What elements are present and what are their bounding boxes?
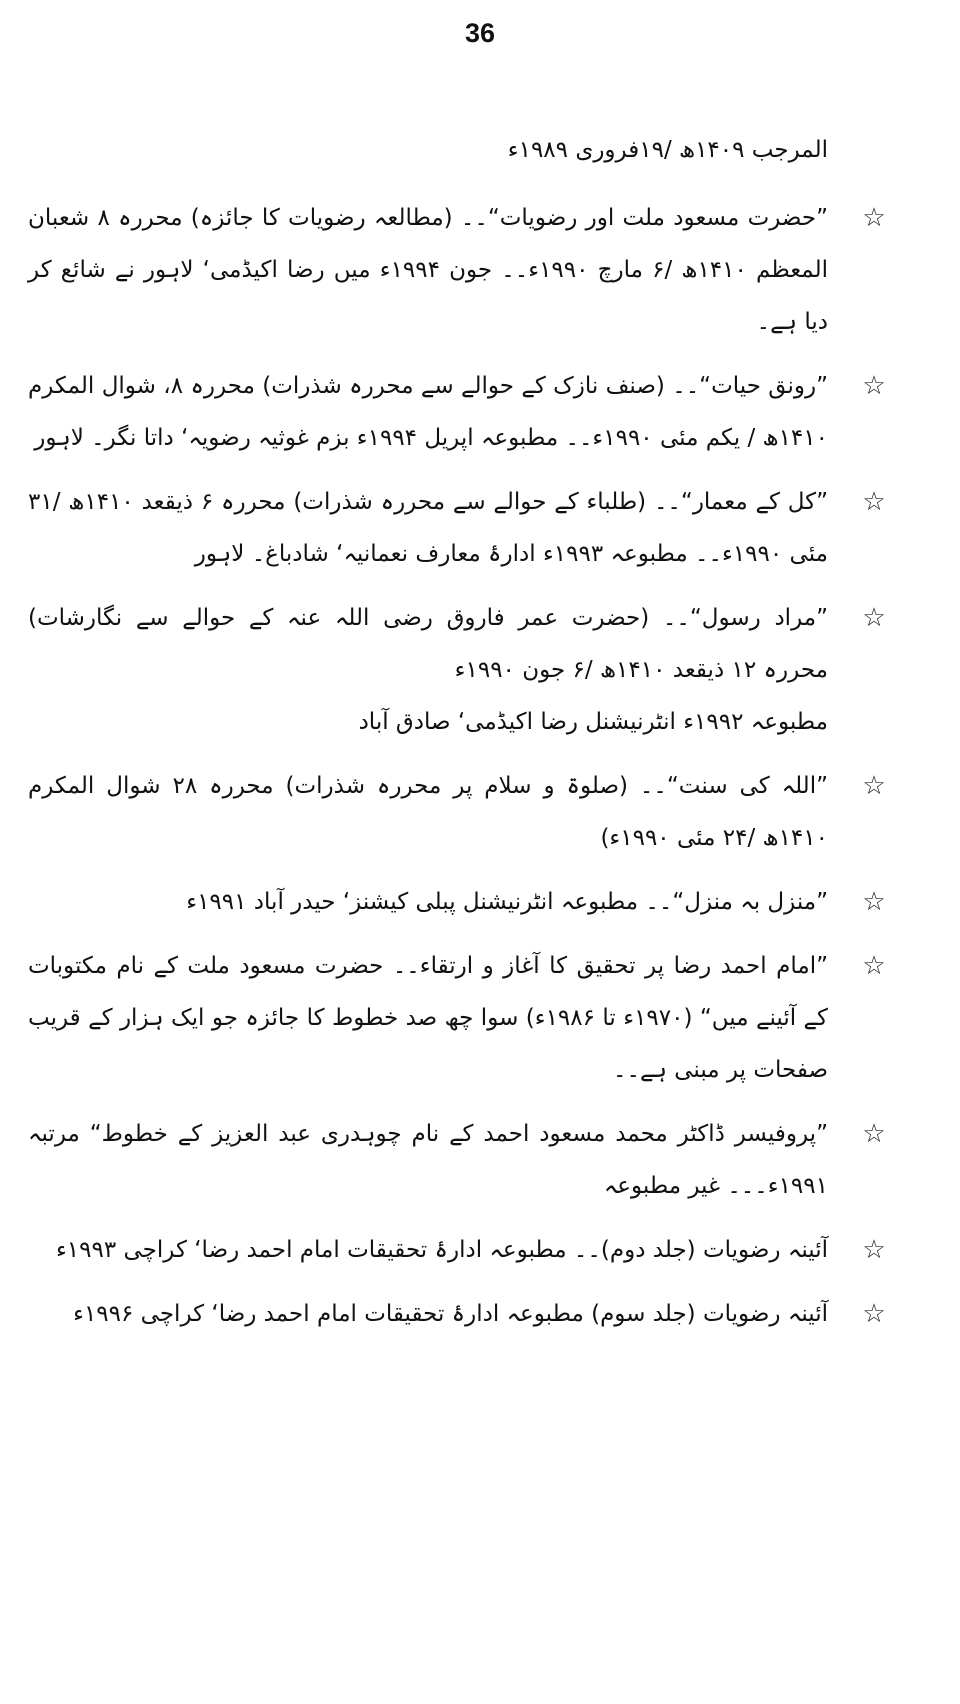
- entry-text: ”کل کے معمار“۔۔ (طلباء کے حوالے سے محررہ شذرات) محررہ ۶ ذیقعد ۱۴۱۰ھ /۳۱ مئی ۱۹۹۰ء۔۔ مطبوعہ ۱۹۹۳ء ادارۂ معارف نعمانیہ‘ شادباغ۔ لاہور: [28, 489, 828, 567]
- page-body: [28, 132, 894, 1352]
- entry-text: ”پروفیسر ڈاکٹر محمد مسعود احمد کے نام چوہدری عبد العزیز کے خطوط“ مرتبہ ۱۹۹۱ء۔۔۔ غیر مطبوعہ: [28, 1121, 828, 1199]
- list-item: [28, 1288, 894, 1340]
- entry-text: ”رونق حیات“۔۔ (صنف نازک کے حوالے سے محررہ شذرات) محررہ ۸، شوال المکرم ۱۴۱۰ھ / یکم مئی ۱۹۹۰ء۔۔ مطبوعہ اپریل ۱۹۹۴ء بزم غوثیہ رضویہ‘ داتا نگر۔ لاہور: [28, 373, 828, 451]
- star-bullet-icon: ☆: [862, 887, 886, 917]
- list-item: [28, 1108, 894, 1212]
- star-bullet-icon: ☆: [862, 203, 886, 233]
- entry-text: آئینہ رضویات (جلد دوم)۔۔ مطبوعہ ادارۂ تحقیقات امام احمد رضا‘ کراچی ۱۹۹۳ء: [55, 1237, 828, 1263]
- bibliography-list: [28, 192, 894, 1340]
- entry-publication-line: مطبوعہ ۱۹۹۲ء انٹرنیشنل رضا اکیڈمی‘ صادق آباد: [358, 709, 828, 735]
- entry-text: ”منزل بہ منزل“۔۔ مطبوعہ انٹرنیشنل پبلی کیشنز‘ حیدر آباد ۱۹۹۱ء: [186, 889, 828, 915]
- star-bullet-icon: ☆: [862, 1119, 886, 1149]
- entry-text: ”حضرت مسعود ملت اور رضویات“۔۔ (مطالعہ رضویات کا جائزہ) محررہ ۸ شعبان المعظم ۱۴۱۰ھ /۶ مارچ ۱۹۹۰ء۔۔ جون ۱۹۹۴ء میں رضا اکیڈمی‘ لاہور نے شائع کر دیا ہے۔: [28, 205, 829, 335]
- entry-text: ”امام احمد رضا پر تحقیق کا آغاز و ارتقاء۔۔ حضرت مسعود ملت کے نام مکتوبات کے آئینے میں“ (۱۹۷۰ء تا ۱۹۸۶ء) سوا چھ صد خطوط کا جائزہ جو ایک ہزار کے قریب صفحات پر مبنی ہے۔۔: [28, 953, 828, 1083]
- list-item: [28, 1224, 894, 1276]
- star-bullet-icon: ☆: [862, 603, 886, 633]
- star-bullet-icon: ☆: [862, 371, 886, 401]
- header-line: المرجب ۱۴۰۹ھ /۱۹فروری ۱۹۸۹ء: [507, 137, 828, 163]
- list-item: [28, 760, 894, 864]
- list-item: [28, 940, 894, 1096]
- entry-text: ”مراد رسول“۔۔ (حضرت عمر فاروق رضی اللہ عنہ کے حوالے سے نگارشات) محررہ ۱۲ ذیقعد ۱۴۱۰ھ /۶ جون ۱۹۹۰ء: [28, 605, 828, 683]
- list-item: [28, 592, 894, 748]
- entry-text: آئینہ رضویات (جلد سوم) مطبوعہ ادارۂ تحقیقات امام احمد رضا‘ کراچی ۱۹۹۶ء: [73, 1301, 828, 1327]
- star-bullet-icon: ☆: [862, 951, 886, 981]
- star-bullet-icon: ☆: [862, 1299, 886, 1329]
- list-item: [28, 192, 894, 348]
- star-bullet-icon: ☆: [862, 487, 886, 517]
- list-item: [28, 876, 894, 928]
- star-bullet-icon: ☆: [862, 1235, 886, 1265]
- list-item: [28, 476, 894, 580]
- entry-text: ”اللہ کی سنت“۔۔ (صلوۃ و سلام پر محررہ شذرات) محررہ ۲۸ شوال المکرم ۱۴۱۰ھ /۲۴ مئی ۱۹۹۰ء): [28, 773, 828, 851]
- page-number: 36: [464, 18, 496, 48]
- star-bullet-icon: ☆: [862, 771, 886, 801]
- list-item: [28, 360, 894, 464]
